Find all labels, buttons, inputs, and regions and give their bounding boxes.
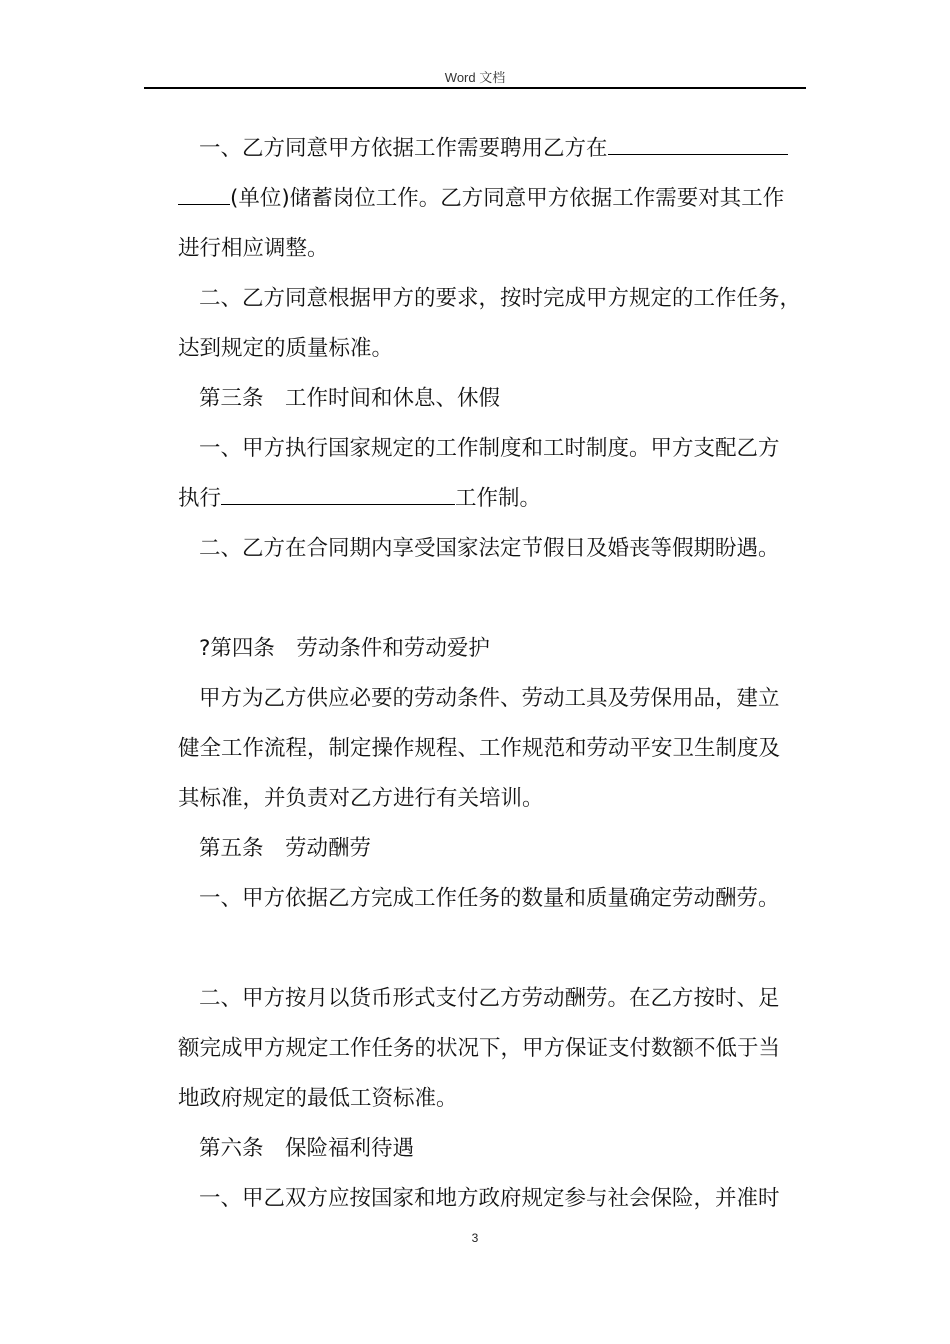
- paragraph-line: 进行相应调整。: [178, 236, 329, 261]
- header-title: Word 文档: [444, 70, 506, 85]
- page-number: 3: [471, 1231, 479, 1245]
- paragraph-line: 二、乙方在合同期内享受国家法定节假日及婚丧等假期盼遇。: [199, 536, 780, 561]
- paragraph-line: 二、乙方同意根据甲方的要求，按时完成甲方规定的工作任务，: [199, 286, 802, 311]
- paragraph-line: 一、甲方依据乙方完成工作任务的数量和质量确定劳动酬劳。: [199, 886, 780, 911]
- paragraph-line: 甲方为乙方供应必要的劳动条件、劳动工具及劳保用品，建立: [199, 686, 780, 711]
- fill-in-blank: [221, 484, 455, 505]
- section-heading: ?第四条 劳动条件和劳动爱护: [199, 636, 490, 661]
- paragraph-line: 一、甲乙双方应按国家和地方政府规定参与社会保险，并准时: [199, 1186, 780, 1211]
- document-body: [178, 128, 808, 1228]
- section-heading: 第五条 劳动酬劳: [199, 836, 372, 861]
- blank-line: [178, 928, 808, 978]
- blank-line: [178, 578, 808, 628]
- fill-in-blank: [178, 184, 230, 205]
- paragraph-line: [178, 178, 808, 228]
- section-heading: 第六条 保险福利待遇: [199, 1136, 415, 1161]
- paragraph-line: 地政府规定的最低工资标准。: [178, 1086, 458, 1111]
- line-text: (单位)储蓄岗位工作。乙方同意甲方依据工作需要对其工作: [230, 186, 785, 211]
- paragraph-line: 其标准，并负责对乙方进行有关培训。: [178, 786, 544, 811]
- line-text: 工作制。: [455, 486, 542, 511]
- line-text: 执行: [178, 486, 222, 511]
- paragraph-line: 一、甲方执行国家规定的工作制度和工时制度。甲方支配乙方: [199, 436, 780, 461]
- paragraph-line: 二、甲方按月以货币形式支付乙方劳动酬劳。在乙方按时、足: [199, 986, 780, 1011]
- paragraph-line: 达到规定的质量标准。: [178, 336, 394, 361]
- fill-in-blank: [608, 134, 788, 155]
- header-rule: [144, 87, 806, 89]
- paragraph-line: [178, 128, 808, 178]
- paragraph-line: 额完成甲方规定工作任务的状况下，甲方保证支付数额不低于当: [178, 1036, 781, 1061]
- section-heading: 第三条 工作时间和休息、休假: [199, 386, 501, 411]
- paragraph-line: [178, 478, 808, 528]
- line-text: 一、乙方同意甲方依据工作需要聘用乙方在: [199, 136, 608, 161]
- paragraph-line: 健全工作流程，制定操作规程、工作规范和劳动平安卫生制度及: [178, 736, 781, 761]
